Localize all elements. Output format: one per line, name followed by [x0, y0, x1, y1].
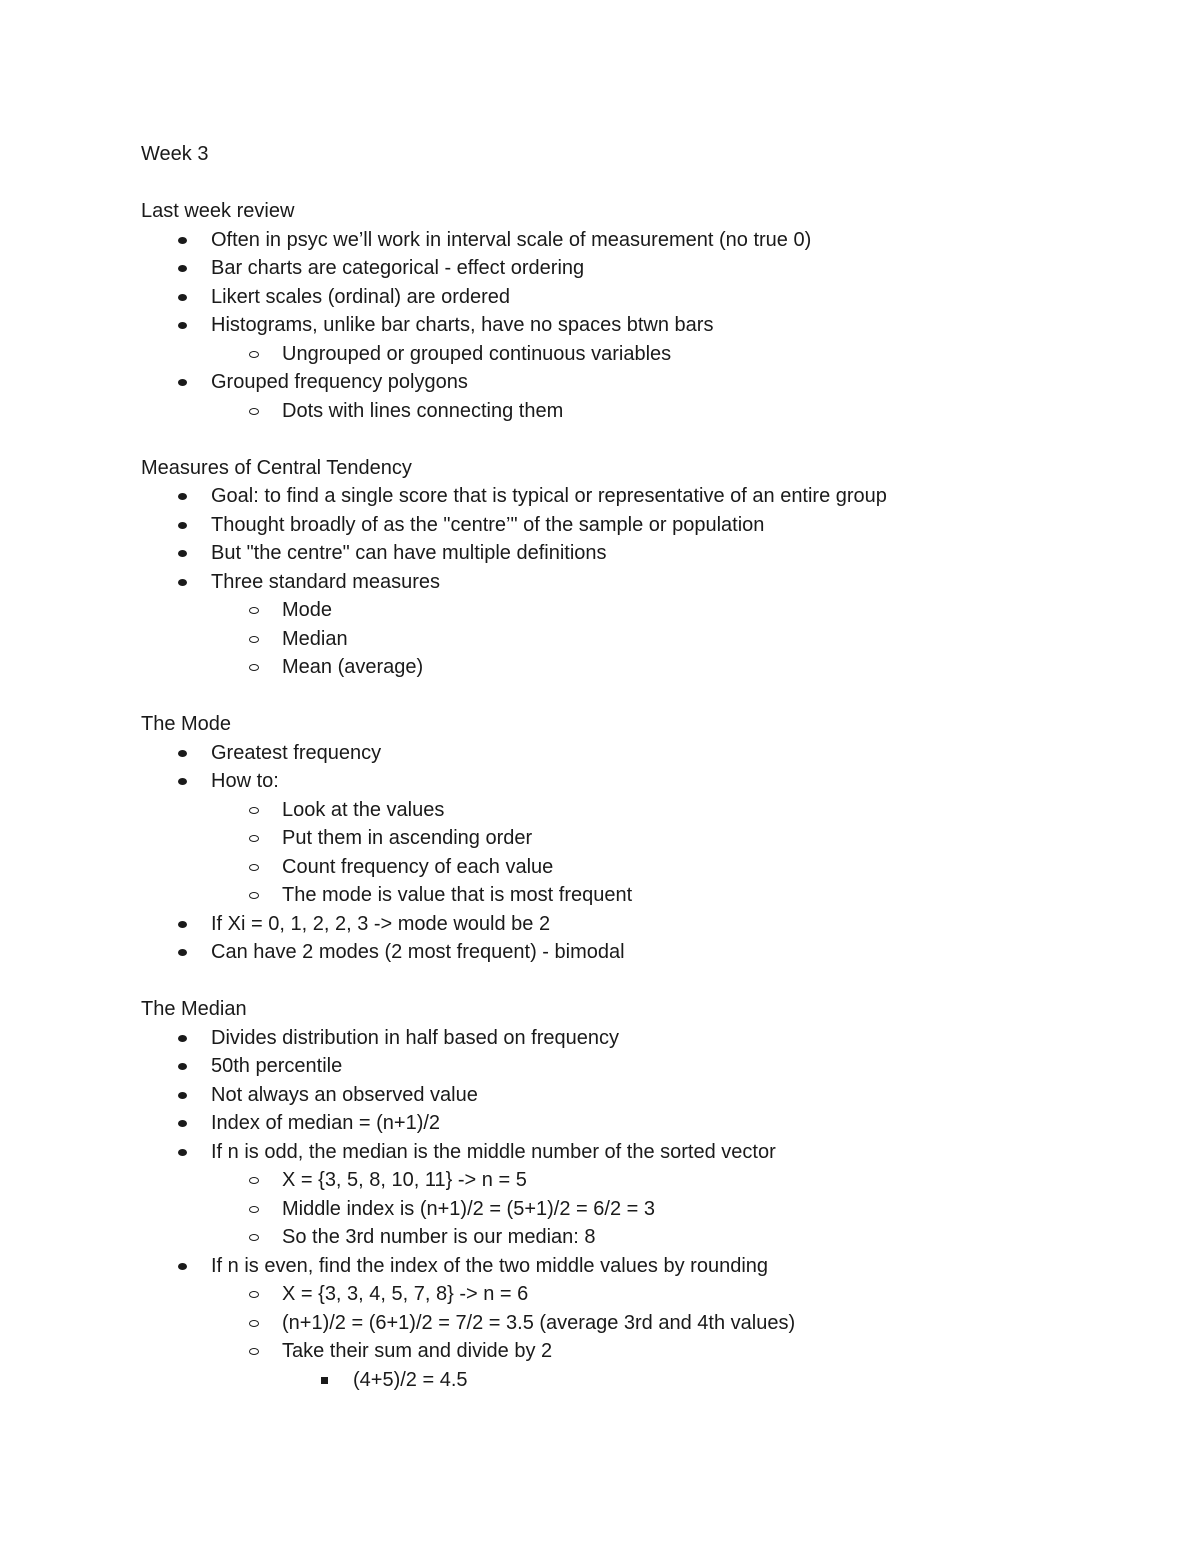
- section: [141, 995, 1141, 1394]
- hollow-circle-bullet-icon: [249, 664, 259, 671]
- list-item-text: If Xi = 0, 1, 2, 2, 3 -> mode would be 2: [211, 912, 551, 935]
- list-item-text: Median: [282, 627, 348, 650]
- list-item: [141, 653, 1141, 682]
- filled-circle-bullet-icon: [178, 265, 187, 272]
- hollow-circle-bullet-icon: [249, 1348, 259, 1355]
- list-item-text: Look at the values: [282, 798, 445, 821]
- list-item-text: Goal: to find a single score that is typical or representative of an entire group: [211, 485, 887, 507]
- filled-circle-bullet-icon: [178, 1035, 187, 1042]
- filled-circle-bullet-icon: [178, 522, 187, 529]
- list-item-text: Ungrouped or grouped continuous variables: [282, 342, 672, 365]
- list-item-text: Likert scales (ordinal) are ordered: [211, 285, 511, 308]
- square-bullet-icon: [321, 1377, 328, 1384]
- section: [141, 454, 1141, 682]
- filled-circle-bullet-icon: [178, 493, 187, 500]
- list-item-text: (n+1)/2 = (6+1)/2 = 7/2 = 3.5 (average 3rd and 4th values): [282, 1311, 796, 1334]
- hollow-circle-bullet-icon: [249, 864, 259, 871]
- document-title: Week 3: [141, 143, 209, 165]
- list-item-text: The mode is value that is most frequent: [282, 884, 633, 906]
- filled-circle-bullet-icon: [178, 949, 187, 956]
- hollow-circle-bullet-icon: [249, 408, 259, 415]
- list-item: [141, 1366, 1141, 1395]
- list-item: [141, 397, 1141, 426]
- filled-circle-bullet-icon: [178, 322, 187, 329]
- list-item: [141, 938, 1141, 967]
- filled-circle-bullet-icon: [178, 1092, 187, 1099]
- list-item: [141, 482, 1141, 511]
- section-heading: The Mode: [141, 713, 232, 735]
- list-item-text: Can have 2 modes (2 most frequent) - bimodal: [211, 941, 625, 963]
- list-item: [141, 625, 1141, 654]
- list-item: [141, 739, 1141, 768]
- list-item: [141, 311, 1141, 340]
- list-item-text: Count frequency of each value: [282, 855, 554, 878]
- section: [141, 197, 1141, 425]
- list-item-text: (4+5)/2 = 4.5: [353, 1368, 468, 1391]
- hollow-circle-bullet-icon: [249, 1234, 259, 1241]
- filled-circle-bullet-icon: [178, 1120, 187, 1127]
- list-item: [141, 1309, 1141, 1338]
- filled-circle-bullet-icon: [178, 550, 187, 557]
- list-item-text: Mean (average): [282, 656, 424, 678]
- document-page: [141, 140, 1141, 1394]
- list-item-text: Histograms, unlike bar charts, have no spaces btwn bars: [211, 314, 714, 336]
- list-item-text: Not always an observed value: [211, 1083, 478, 1106]
- filled-circle-bullet-icon: [178, 237, 187, 244]
- list-item-text: Grouped frequency polygons: [211, 371, 468, 393]
- list-item-text: But "the centre" can have multiple definitions: [211, 542, 607, 564]
- filled-circle-bullet-icon: [178, 379, 187, 386]
- filled-circle-bullet-icon: [178, 1063, 187, 1070]
- filled-circle-bullet-icon: [178, 294, 187, 301]
- list-item-text: Greatest frequency: [211, 741, 382, 764]
- list-item: [141, 1024, 1141, 1053]
- filled-circle-bullet-icon: [178, 778, 187, 785]
- hollow-circle-bullet-icon: [249, 351, 259, 358]
- list-item-text: If n is even, find the index of the two middle values by rounding: [211, 1254, 769, 1277]
- list-item: [141, 881, 1141, 910]
- section: [141, 710, 1141, 967]
- list-item: [141, 511, 1141, 540]
- list-item-text: How to:: [211, 770, 279, 792]
- hollow-circle-bullet-icon: [249, 1320, 259, 1327]
- filled-circle-bullet-icon: [178, 750, 187, 757]
- list-item: [141, 1280, 1141, 1309]
- section-heading: The Median: [141, 998, 247, 1020]
- section-heading: Last week review: [141, 200, 295, 222]
- list-item: [141, 1166, 1141, 1195]
- filled-circle-bullet-icon: [178, 921, 187, 928]
- list-item-text: Often in psyc we’ll work in interval scale of measurement (no true 0): [211, 228, 812, 251]
- filled-circle-bullet-icon: [178, 1263, 187, 1270]
- hollow-circle-bullet-icon: [249, 607, 259, 614]
- list-item: [141, 539, 1141, 568]
- list-item: [141, 254, 1141, 283]
- list-item-text: 50th percentile: [211, 1055, 343, 1077]
- filled-circle-bullet-icon: [178, 579, 187, 586]
- list-item: [141, 1337, 1141, 1366]
- hollow-circle-bullet-icon: [249, 1206, 259, 1213]
- list-item: [141, 340, 1141, 369]
- list-item: [141, 1223, 1141, 1252]
- list-item: [141, 853, 1141, 882]
- list-item-text: Divides distribution in half based on frequency: [211, 1026, 620, 1049]
- list-item: [141, 283, 1141, 312]
- list-item-text: X = {3, 5, 8, 10, 11} -> n = 5: [282, 1169, 527, 1191]
- list-item: [141, 1252, 1141, 1281]
- hollow-circle-bullet-icon: [249, 835, 259, 842]
- list-item-text: So the 3rd number is our median: 8: [282, 1226, 596, 1248]
- sections-container: [141, 197, 1141, 1394]
- list-item-text: Bar charts are categorical - effect ordering: [211, 257, 585, 279]
- filled-circle-bullet-icon: [178, 1149, 187, 1156]
- list-item: [141, 824, 1141, 853]
- list-item: [141, 796, 1141, 825]
- hollow-circle-bullet-icon: [249, 1177, 259, 1184]
- list-item-text: Dots with lines connecting them: [282, 399, 564, 422]
- list-item: [141, 1081, 1141, 1110]
- list-item-text: X = {3, 3, 4, 5, 7, 8} -> n = 6: [282, 1283, 529, 1305]
- list-item: [141, 1109, 1141, 1138]
- hollow-circle-bullet-icon: [249, 1291, 259, 1298]
- list-item-text: Three standard measures: [211, 570, 441, 593]
- list-item-text: Middle index is (n+1)/2 = (5+1)/2 = 6/2 = 3: [282, 1197, 655, 1220]
- list-item-text: Mode: [282, 599, 333, 621]
- hollow-circle-bullet-icon: [249, 892, 259, 899]
- list-item-text: Thought broadly of as the "centre’" of the sample or population: [211, 513, 765, 536]
- list-item: [141, 568, 1141, 597]
- list-item: [141, 596, 1141, 625]
- list-item-text: Index of median = (n+1)/2: [211, 1112, 441, 1134]
- list-item: [141, 1195, 1141, 1224]
- hollow-circle-bullet-icon: [249, 636, 259, 643]
- section-heading: Measures of Central Tendency: [141, 456, 412, 479]
- list-item-text: If n is odd, the median is the middle number of the sorted vector: [211, 1140, 776, 1163]
- list-item: [141, 368, 1141, 397]
- list-item-text: Put them in ascending order: [282, 827, 533, 849]
- list-item: [141, 1138, 1141, 1167]
- list-item-text: Take their sum and divide by 2: [282, 1340, 553, 1362]
- list-item: [141, 1052, 1141, 1081]
- list-item: [141, 226, 1141, 255]
- hollow-circle-bullet-icon: [249, 807, 259, 814]
- list-item: [141, 767, 1141, 796]
- list-item: [141, 910, 1141, 939]
